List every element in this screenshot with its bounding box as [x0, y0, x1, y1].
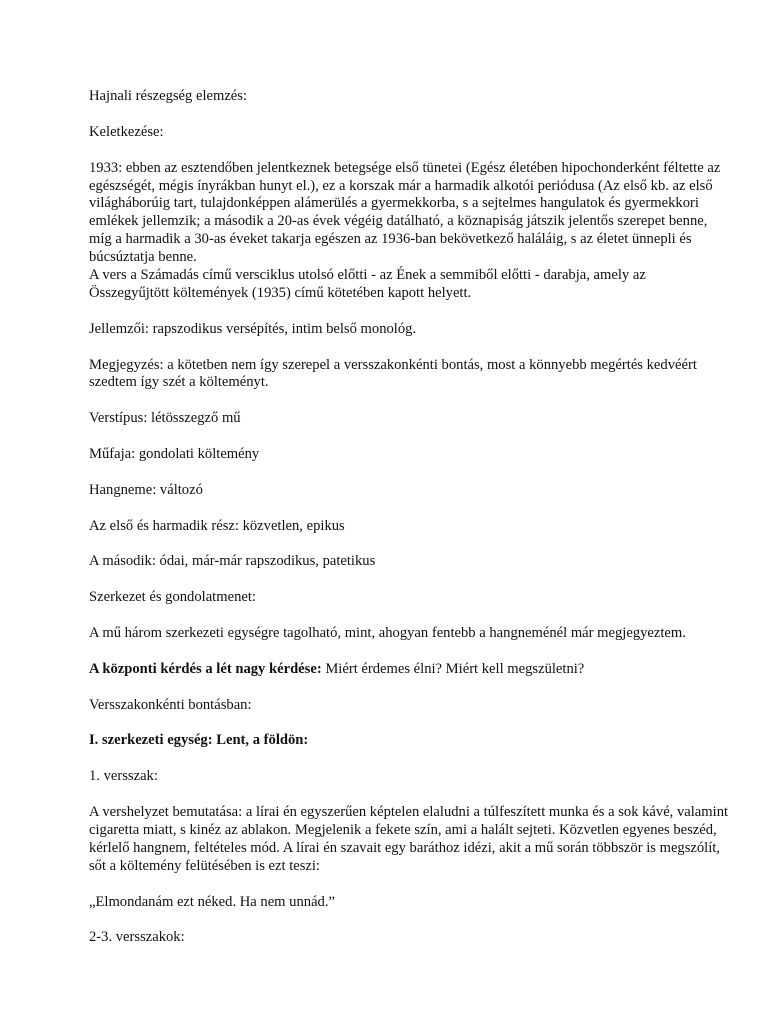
verse-type-line: Verstípus: létösszegző mű: [89, 410, 241, 427]
quote-line: „Elmondanám ezt néked. Ha nem unnád.”: [89, 893, 335, 910]
unit-1-heading-text: I. szerkezeti egység: Lent, a földön:: [89, 732, 309, 749]
stanza-2-3-label: 2-3. versszakok:: [89, 929, 185, 946]
features-line: Jellemzői: rapszodikus versépítés, intim belső monológ.: [89, 320, 417, 337]
document-title: Hajnali részegség elemzés:: [89, 88, 248, 104]
structure-paragraph: A mű három szerkezeti egységre tagolható, mint, ahogyan fentebb a hangneménél már megjegyeztem.: [89, 625, 686, 642]
central-question-label: A központi kérdés a lét nagy kérdése:: [89, 660, 322, 677]
tone-line: Hangneme: változó: [89, 481, 203, 498]
document-page: [89, 88, 729, 965]
stanza-breakdown-line: Versszakonkénti bontásban:: [89, 696, 252, 713]
part-2-line: A második: ódai, már-már rapszodikus, patetikus: [89, 553, 376, 570]
genre-line: Műfaja: gondolati költemény: [89, 446, 260, 463]
note-paragraph: Megjegyzés: a kötetben nem így szerepel a versszakonkénti bontás, most a könnyebb megértés kedvéért szedtem így szét a költeményt.: [89, 356, 697, 391]
stanza-1-paragraph: A vershelyzet bemutatása: a lírai én egyszerűen képtelen elaludni a túlfeszített munka és a sok kávé, valamint cigaretta miatt, s kinéz az ablakon. Megjelenik a fekete szín, ami a halált sejteti. Közvetlen egyenes beszéd, kérlelő hangnem, feltételes mód. A lírai én szavait egy baráthoz idézi, akit a mű során többször is megszólít, sőt a költemény felütésében is ezt teszi:: [89, 804, 729, 874]
structure-heading: Szerkezet és gondolatmenet:: [89, 589, 256, 606]
central-question-line: [89, 661, 729, 679]
parts-1-3-line: Az első és harmadik rész: közvetlen, epikus: [89, 517, 345, 534]
central-question-text: Miért érdemes élni? Miért kell megszületni?: [321, 660, 585, 677]
unit-1-heading: [89, 732, 729, 750]
section-origin-heading: Keletkezése:: [89, 123, 164, 140]
origin-paragraph: 1933: ebben az esztendőben jelentkeznek betegsége első tünetei (Egész életében hipochonderként féltette az egészségét, mégis ínyrákban hunyt el.), ez a korszak már a harmadik alkotói periódusa (Az első kb. az első világháborúig tart, tulajdonképpen alámerülés a gyermekkorba, s a sejtelmes hangulatok és gyermekkori emlékek jellemzik; a második a 20-as évek végéig datálható, a köznapiság játszik jelentős szerepet benne, míg a harmadik a 30-as éveket takarja egészen az 1936-ban bekövetkező haláláig, s az életet ünnepli és búcsúztatja benne.: [89, 159, 721, 266]
stanza-1-label: 1. versszak:: [89, 768, 158, 785]
origin-paragraph-second: A vers a Számadás című versciklus utolsó előtti - az Ének a semmiből előtti - darabja, amely az Összegyűjtött költemények (1935) című kötetében kapott helyett.: [89, 267, 646, 301]
